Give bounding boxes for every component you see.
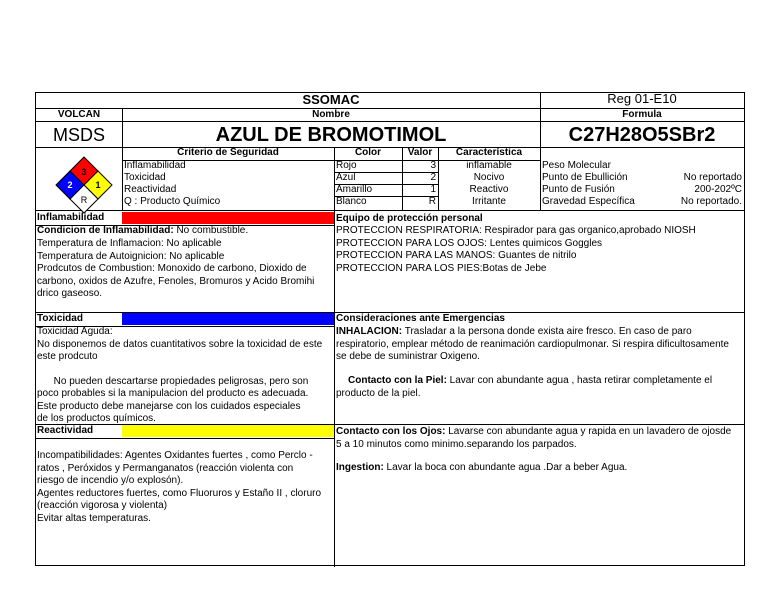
condition-label: Condicion de Inflamabilidad: (37, 225, 174, 236)
criterio-cell: Toxicidad (124, 172, 166, 183)
nombre-label: Nombre (312, 109, 350, 120)
valor-cell: 3 (430, 160, 436, 171)
toxicidad-line: Toxicidad Aguda: (37, 326, 113, 337)
criterio-cell: Q : Producto Químico (124, 196, 221, 207)
reactividad-line: riesgo de incendio y/o explosón). (37, 475, 184, 486)
ingestion-label: Ingestion: (336, 462, 384, 473)
criterio-cell: Inflamabilidad (124, 160, 186, 171)
caracteristica-cell: inflamable (466, 160, 512, 171)
color-header: Color (354, 147, 382, 158)
ojos-label: Contacto con los Ojos: (336, 426, 446, 437)
property-value: No reportado. (680, 196, 742, 207)
formula-label: Formula (622, 109, 662, 120)
valor-header: Valor (407, 147, 433, 158)
ojos-text (336, 426, 736, 451)
caracteristica-cell: Nocivo (473, 172, 505, 183)
inflamabilidad-title: Inflamabilidad (37, 212, 105, 223)
toxicidad-title: Toxicidad (37, 313, 83, 324)
nfpa-right-value: 1 (95, 180, 101, 190)
color-cell: Amarillo (336, 184, 373, 195)
emergencias-title: Consideraciones ante Emergencias (336, 313, 505, 324)
msds-sheet (35, 92, 745, 566)
condition-value: No combustible. (173, 225, 249, 236)
chemical-formula: C27H28O5SBr2 (568, 124, 716, 146)
reactividad-color-bar (122, 425, 334, 437)
ingestion-body: Lavar la boca con abundante agua .Dar a beber Agua. (383, 462, 628, 473)
toxicidad-line: No disponemos de datos cuantitativos sobre la toxicidad de este (37, 338, 323, 350)
property-value: No reportado (683, 172, 742, 183)
toxicidad-line: de los productos químicos. (37, 413, 156, 424)
reactividad-line: Evitar altas temperaturas. (37, 512, 151, 524)
caracteristica-cell: Irritante (472, 196, 506, 207)
property-label: Punto de Fusión (542, 184, 615, 195)
company-name: VOLCAN (57, 109, 101, 120)
doc-type: MSDS (52, 125, 105, 145)
reactividad-line: Incompatibilidades: Agentes Oxidantes fuertes , como Perclo - (37, 450, 313, 461)
toxicidad-line: poco probables si la manipulacion del producto es adecuada. (37, 388, 309, 399)
inflamabilidad-line: Temperatura de Inflamacion: No aplicable (37, 238, 222, 249)
property-value: 200-202ºC (694, 184, 742, 195)
inflamabilidad-condition (37, 225, 248, 238)
reg-code: Reg 01-E10 (607, 91, 677, 106)
inflamabilidad-line: drico gaseoso. (37, 288, 103, 299)
inhalacion-text (336, 326, 736, 364)
piel-body: Lavar con abundante agua , hasta retirar completamente el producto de la piel. (336, 375, 713, 399)
nfpa-left-value: 2 (67, 180, 73, 190)
caracteristica-header: Característica (455, 147, 523, 158)
nfpa-bottom-value: R (80, 195, 88, 205)
epp-line: PROTECCION RESPIRATORIA: Respirador para gas organico,aprobado NIOSH (336, 225, 696, 236)
inflamabilidad-line: Prodcutos de Combustion: Monoxido de carbono, Dioxido de (37, 263, 307, 274)
nfpa-diamond-icon (54, 155, 114, 215)
piel-text (336, 375, 736, 400)
valor-cell: R (428, 196, 436, 207)
inflamabilidad-line: Temperatura de Autoignicion: No aplicable (37, 250, 225, 262)
ingestion-text (336, 462, 736, 475)
color-cell: Rojo (336, 160, 357, 171)
inflamabilidad-line: carbono, oxidos de Azufre, Fenoles, Bromuros y Acido Bromihi (37, 275, 315, 287)
nfpa-top-value: 3 (81, 167, 87, 177)
toxicidad-line: No pueden descartarse propiedades peligrosas, pero son (37, 375, 309, 387)
property-label: Punto de Ebullición (542, 172, 628, 183)
org-title: SSOMAC (302, 92, 360, 107)
property-label: Peso Molecular (542, 160, 611, 171)
criterio-header: Criterio de Seguridad (177, 147, 279, 158)
caracteristica-cell: Reactivo (469, 184, 509, 195)
reactividad-title: Reactividad (37, 425, 94, 436)
inhalacion-body: Trasladar a la persona donde exista aire fresco. En caso de paro respiratorio, emplear método de reanimación cardiopulmonar. Si respira dificultosamente se debe de suministrar Oxigeno. (336, 326, 729, 362)
product-name: AZUL DE BROMOTIMOL (215, 124, 447, 146)
reactividad-line: (reacción vigorosa y violenta) (37, 500, 168, 511)
toxicidad-line: este prodcuto (37, 351, 98, 362)
epp-title: Equipo de protección personal (336, 213, 483, 224)
toxicidad-line: Este producto debe manejarse con los cuidados especiales (37, 400, 301, 412)
color-cell: Azul (336, 172, 356, 183)
valor-cell: 1 (430, 184, 436, 195)
epp-line: PROTECCION PARA LOS PIES:Botas de Jebe (336, 262, 547, 274)
inhalacion-label: INHALACION: (336, 326, 403, 337)
toxicidad-color-bar (122, 313, 334, 325)
reactividad-line: ratos , Peróxidos y Permanganatos (reacción violenta con (37, 462, 294, 474)
epp-line: PROTECCION PARA LOS OJOS: Lentes quimicos Goggles (336, 237, 603, 249)
property-label: Gravedad Específica (542, 196, 635, 207)
ojos-body: Lavarse con abundante agua y rapida en un lavadero de ojosde 5 a 10 minutos como minimo.separando los parpados. (336, 426, 732, 450)
piel-label: Contacto con la Piel: (348, 375, 447, 386)
valor-cell: 2 (430, 172, 436, 183)
reactividad-line: Agentes reductores fuertes, como Fluoruros y Estaño II , cloruro (37, 487, 322, 499)
inflamabilidad-color-bar (122, 212, 334, 224)
epp-line: PROTECCION PARA LAS MANOS: Guantes de nitrilo (336, 250, 577, 261)
color-cell: Blanco (336, 196, 367, 207)
criterio-cell: Reactividad (124, 184, 177, 195)
